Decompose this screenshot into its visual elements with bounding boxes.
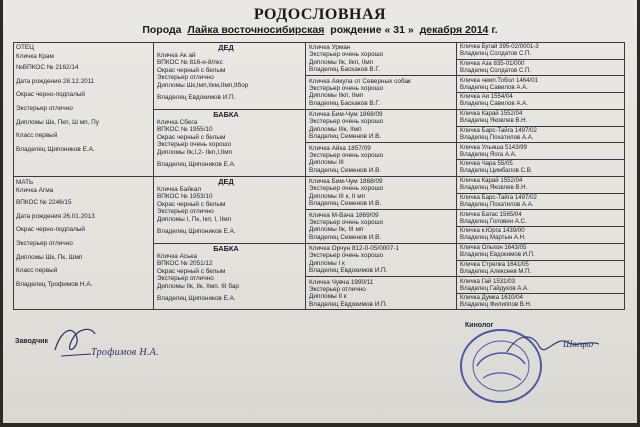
dam-cell	[16, 179, 95, 288]
gen3-ancestor-line: Экстерьер очень хорошо	[309, 84, 384, 92]
gen4-ancestor-line: Кличка Думка 1610/04	[460, 294, 523, 302]
gen4-ancestor-line: Кличка Гай 1531/03	[460, 277, 516, 285]
maternal-grandsire-line: Окрас черный с белым	[157, 200, 226, 208]
gen3-ancestor-line: Экстерьер очень хорошо	[309, 151, 384, 159]
gen3-ancestor-cell	[309, 212, 383, 242]
document-title: РОДОСЛОВНАЯ	[253, 6, 387, 23]
gen3-ancestor-line: Кличка Айка 1857/09	[309, 144, 371, 152]
gen4-ancestor-line: Владелец Цимбалов С.В.	[460, 167, 533, 175]
dam-color: Окрас черно-подпалый	[16, 226, 86, 234]
gen3-ancestor-line: Экстерьер отлично	[309, 285, 366, 293]
sire-cell	[16, 44, 99, 153]
gen4-ancestor-cell	[460, 127, 537, 141]
kinolog-signature-icon	[503, 326, 603, 366]
maternal-granddam-cell	[157, 245, 299, 302]
gen4-ancestor-cell	[460, 194, 537, 208]
gen3-ancestor-line: Владелец Семенов И.В.	[309, 200, 382, 208]
gen4-ancestor-cell	[460, 227, 526, 241]
gen4-ancestor-line: Кличка Батас 1565/04	[460, 210, 522, 218]
sire-birthdate: Дата рождения 28.12.2011	[16, 77, 95, 85]
maternal-grandsire-line: ВПКОС № 1953/10	[157, 193, 213, 201]
paternal-grandsire-line: Дипломы Шк,Iмп,IIкм,IIмп,IIбор	[157, 81, 249, 89]
maternal-granddam-line: Экстерьер отлично	[157, 275, 214, 283]
dam-diplomas: Дипломы Шк, Пк, Шмп	[16, 253, 83, 261]
gen3-ancestor-line: Владелец Семенов И.В.	[309, 233, 382, 241]
gen4-ancestor-line: Владелец Солдатов С.П.	[460, 50, 532, 58]
gen3-ancestor-line: Кличка Орчун 812-0-05/0007-1	[309, 245, 400, 252]
document-subtitle	[3, 24, 637, 36]
gen4-ancestor-line: Кличка к.Юрга 1439/00	[460, 227, 525, 235]
maternal-grandsire-line: Экстерьер отлично	[157, 208, 214, 216]
gen3-ancestor-line: Кличка М-Вача 1869/09	[309, 211, 379, 219]
gen3-ancestor-line: Владелец Семенов И.В.	[309, 133, 382, 141]
gen4-ancestor-line: Владелец Солдатов С.П.	[460, 66, 532, 74]
gen3-ancestor-line: Экстерьер очень хорошо	[309, 252, 384, 260]
sire-name: Кличка Крам	[16, 52, 54, 60]
gen3-ancestor-line: Экстерьер очень хорошо	[309, 218, 384, 226]
dam-owner: Владелец Трофимов Н.А.	[16, 280, 93, 288]
paternal-grandsire-line: Кличка Ак ай	[157, 51, 196, 59]
gen4-ancestor-line: Кличка Барс-Тайга 1497/02	[460, 193, 537, 201]
gen3-ancestor-line: Дипломы I к	[309, 259, 345, 267]
gen3-ancestor-line: Владелец Евдокимов И.П.	[309, 267, 388, 275]
gen3-ancestor-line: Кличка Бим-Чум 1868/09	[309, 111, 383, 118]
gen4-ancestor-line: Владелец Яковлев В.Н.	[460, 184, 528, 192]
gen4-ancestor-line: Владелец Яковлев В.Н.	[460, 117, 528, 125]
gen3-ancestor-line: Кличка Урман	[309, 44, 351, 51]
dam-birthdate: Дата рождения 26.01.2013	[16, 212, 95, 220]
maternal-granddam-line: Дипломы IIк, IIк, IIмп, III бар	[157, 282, 239, 290]
paternal-grandsire-header: ДЕД	[218, 43, 234, 52]
gen4-ancestor-line: Кличка Бугай 395-02/0001-3	[460, 43, 539, 50]
birth-day: « 31 »	[384, 24, 414, 36]
gen4-ancestor-cell	[460, 177, 527, 191]
gen4-ancestor-line: Владелец Алексеев М.П.	[460, 267, 532, 275]
maternal-granddam-line: Владелец Щипоников Е.А.	[157, 294, 236, 302]
gen4-ancestor-line: Владелец Похатилов А.А.	[460, 200, 534, 208]
dam-header: МАТЬ	[16, 179, 34, 186]
breed-value: Лайка восточносибирская	[187, 24, 325, 36]
kinolog-name: Швецко	[563, 339, 594, 349]
paternal-granddam-line: Дипломы IIк,I,2- IIкп,I,IIмп	[157, 148, 233, 156]
gen4-ancestor-line: Владелец Савилов А.А.	[460, 83, 528, 91]
maternal-granddam-line: ВПКОС № 2051/12	[157, 260, 213, 268]
gen3-ancestor-cell	[309, 78, 411, 108]
sire-owner: Владелец Щипоников Е.А.	[16, 145, 95, 153]
kinolog-label: Кинолог	[465, 322, 494, 329]
gen3-ancestor-line: Дипломы II к	[309, 293, 347, 301]
gen3-ancestor-line: Экстерьер очень хорошо	[309, 51, 384, 59]
maternal-grandsire-line: Дипломы I, Пк, Iкп, I, IIмп	[157, 215, 232, 223]
sire-class: Класс первый	[16, 132, 58, 140]
maternal-grandsire-cell	[157, 178, 299, 235]
gen3-ancestor-line: Дипломы III к, II мп	[309, 192, 366, 200]
gen3-ancestor-cell	[309, 111, 383, 141]
gen3-ancestor-cell	[309, 178, 383, 208]
gen3-ancestor-line: Экстерьер очень хорошо	[309, 118, 384, 126]
gen3-ancestor-line: Дипломы IIк, III мп	[309, 226, 364, 234]
gen4-ancestor-line: Владелец Яога А.А.	[460, 150, 517, 158]
gen4-ancestor-cell	[460, 93, 528, 107]
gen3-ancestor-line: Дипломы IIIк, IIмп	[309, 125, 362, 133]
gen4-ancestor-cell	[460, 144, 527, 158]
dam-registry: ВПКОС № 2246/15	[16, 199, 72, 207]
birth-month-year: декабря 2014	[419, 24, 489, 36]
maternal-grandsire-line: Кличка Байкал	[157, 185, 202, 193]
sire-color: Окрас черно-подпалый	[16, 91, 86, 99]
breeder-name: Трофимов Н.А.	[91, 347, 159, 358]
maternal-granddam-header: БАБКА	[213, 244, 239, 253]
gen4-ancestor-line: Кличка Аи 1554/04	[460, 93, 513, 101]
gen4-ancestor-line: Владелец Евдокимов И.П.	[460, 251, 535, 259]
breeder-signature-icon	[51, 320, 101, 364]
birth-label: рождение	[330, 24, 382, 36]
maternal-granddam-line: Окрас черный с белым	[157, 267, 226, 275]
gen4-ancestor-line: Кличка Карай 1552/04	[460, 177, 523, 184]
gen3-ancestor-line: Владелец Баскаков В.Г.	[309, 99, 380, 107]
maternal-granddam-line: Кличка Аська	[157, 252, 197, 260]
paternal-granddam-header: БАБКА	[213, 110, 239, 119]
dam-name: Кличка Агма	[16, 186, 54, 194]
dam-exterior: Экстерьер отлично	[16, 239, 73, 247]
gen3-ancestor-line: Кличка Бим-Чум 1868/09	[309, 178, 383, 185]
breeder-label: Заводчик	[15, 338, 48, 345]
gen4-ancestor-line: Кличка чемп.Тобол 1464/01	[460, 76, 538, 84]
gen3-ancestor-cell	[309, 44, 383, 74]
gen4-ancestor-cell	[460, 110, 527, 124]
gen4-ancestor-cell	[460, 294, 532, 308]
sire-header: ОТЕЦ	[16, 44, 34, 51]
gen4-ancestor-line: Владелец Головин А.С.	[460, 217, 527, 225]
gen4-ancestor-cell	[460, 261, 531, 275]
gen3-ancestor-line: Кличка Чувча 1990/11	[309, 278, 374, 286]
gen4-ancestor-line: Кличка Аза 835-01/000	[460, 59, 525, 67]
gen4-ancestor-line: Кличка Ольхон 1643/05	[460, 244, 527, 251]
gen3-ancestor-line: Экстерьер очень хорошо	[309, 185, 384, 193]
paternal-granddam-line: Экстерьер очень хорошо	[157, 141, 232, 149]
gen3-ancestor-cell	[309, 145, 383, 175]
gen4-ancestor-cell	[460, 244, 535, 258]
gen4-ancestor-cell	[460, 278, 529, 292]
gen4-ancestor-line: Владелец Мартын А.Н.	[460, 234, 526, 242]
paternal-granddam-line: ВПКОС № 1955/10	[157, 126, 213, 134]
sire-diplomas: Дипломы Шк, Пкп, Ш мп, Пу	[16, 118, 99, 126]
gen4-ancestor-line: Владелец Гайдуков А.А.	[460, 284, 529, 292]
paternal-granddam-line: Кличка Сбега	[157, 118, 198, 126]
gen3-ancestor-cell	[309, 245, 399, 275]
paternal-grandsire-line: Окрас черный с белым	[157, 66, 226, 74]
paternal-granddam-line: Владелец Щипоников Е.А.	[157, 160, 236, 168]
gen4-ancestor-line: Кличка Стрелка 1641/05	[460, 260, 529, 268]
dam-class: Класс первый	[16, 267, 58, 275]
gen4-ancestor-line: Кличка Чара 55/05	[460, 160, 513, 168]
gen4-ancestor-line: Кличка Ульяша 5143/99	[460, 143, 528, 151]
gen4-ancestor-line: Владелец Похатилов А.А.	[460, 133, 534, 141]
maternal-grandsire-line: Владелец Щипоников Е.А.	[157, 227, 236, 235]
gen4-ancestor-cell	[460, 60, 531, 74]
gen4-ancestor-cell	[460, 77, 538, 91]
paternal-granddam-cell	[157, 111, 299, 168]
gen4-ancestor-line: Кличка Карай 1552/04	[460, 110, 523, 117]
paternal-grandsire-line: Владелец Евдокимов И.П.	[157, 93, 236, 101]
breed-label: Порода	[142, 24, 182, 36]
gen3-ancestor-line: Дипломы III	[309, 159, 344, 167]
gen4-ancestor-line: Кличка Барс-Тайга 1497/02	[460, 126, 537, 134]
sire-registry: №ВПКОС № 2162/14	[16, 64, 79, 72]
paternal-grandsire-line: Экстерьер отлично	[157, 74, 214, 82]
gen4-ancestor-line: Владелец Филиппов В.Н.	[460, 301, 532, 309]
birth-suffix: г.	[491, 24, 498, 36]
gen3-ancestor-line: Дипломы IIк, IIкп, IIмп	[309, 58, 374, 66]
paternal-granddam-line: Окрас черный с белым	[157, 133, 226, 141]
gen3-ancestor-line: Дипломы IIкп, IIмп	[309, 92, 364, 100]
maternal-grandsire-header: ДЕД	[218, 177, 234, 186]
gen4-ancestor-line: Владелец Савилов А.А.	[460, 100, 528, 108]
gen3-ancestor-cell	[309, 279, 387, 309]
pedigree-certificate	[3, 0, 637, 423]
gen4-ancestor-cell	[460, 211, 527, 225]
pedigree-table	[3, 42, 637, 310]
gen3-ancestor-line: Кличка Аякула от Северных собак	[309, 77, 411, 85]
gen4-ancestor-cell	[460, 43, 539, 57]
gen3-ancestor-line: Владелец Евдокимов И.П.	[309, 300, 388, 308]
paternal-grandsire-line: ВПКОС № 816-и-8/пкс	[157, 59, 223, 67]
paternal-grandsire-cell	[157, 44, 299, 101]
gen3-ancestor-line: Владелец Баскаков В.Г.	[309, 66, 380, 74]
sire-exterior: Экстерьер отлично	[16, 104, 73, 112]
gen3-ancestor-line: Владелец Семенов И.В.	[309, 166, 382, 174]
gen4-ancestor-cell	[460, 160, 532, 174]
